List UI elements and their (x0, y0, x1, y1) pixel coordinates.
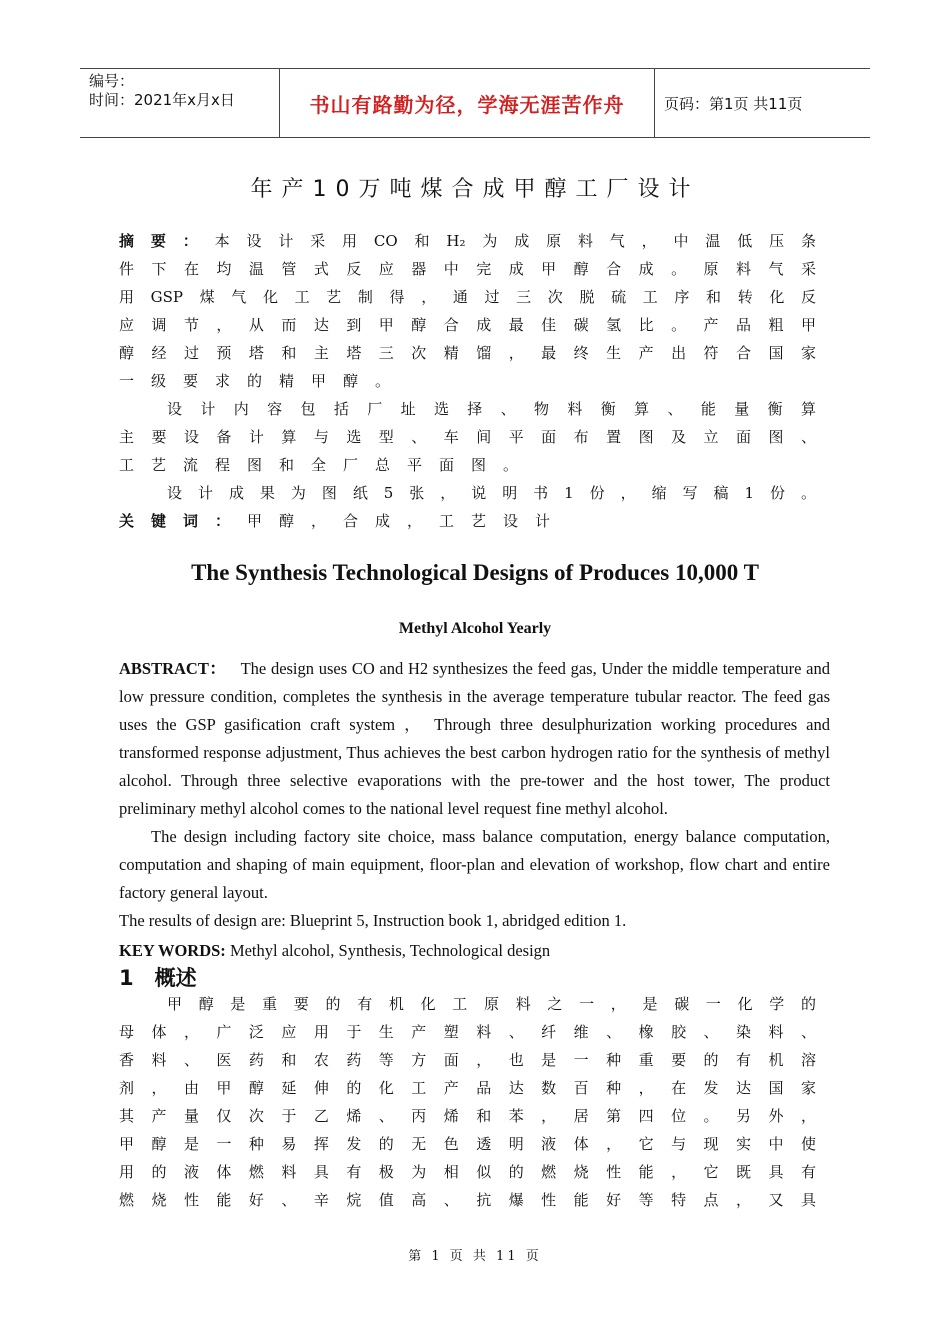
header-table (80, 68, 870, 138)
abstract-cn-line: 醇经过预塔和主塔三次精馏，最终生产出符合国家 (119, 344, 816, 362)
abstract-cn-label: 摘要： (119, 232, 215, 250)
section1-line: 其产量仅次于乙烯、丙烯和苯，居第四位。另外， (119, 1107, 816, 1125)
abstract-cn-content-line: 主要设备计算与选型、车间平面布置图及立面图、 (119, 428, 816, 446)
abstract-en-label: ABSTRACT： (119, 659, 227, 678)
number-label: 编号： (89, 72, 135, 90)
abstract-cn-line: 用GSP煤气化工艺制得，通过三次脱硫工序和转化反 (119, 288, 816, 306)
abstract-cn-line: 摘要：本设计采用CO和H₂为成原料气，中温低压条 (119, 232, 816, 250)
abstract-cn (119, 227, 816, 535)
section1-body (119, 990, 816, 1214)
keywords-cn-label: 关键词： (119, 512, 248, 530)
abstract-en-p2: The design including factory site choice, mass balance computation, energy balance computation, computation and shaping of main equipment, floor-plan and elevation of workshop, flow chart and entire factory general layout. (119, 827, 830, 902)
document-subtitle-en: Methyl Alcohol Yearly (398, 620, 552, 637)
abstract-cn-keywords (119, 507, 816, 535)
keywords-en-label: KEY WORDS: (119, 941, 226, 960)
section1-line: 甲醇是一种易挥发的无色透明液体，它与现实中使 (119, 1135, 816, 1153)
section1-line: 甲醇是重要的有机化工原料之一，是碳一化学的 (167, 995, 816, 1013)
section1-line: 香料、医药和农药等方面，也是一种重要的有机溶 (119, 1051, 816, 1069)
abstract-cn-content-line: 工艺流程图和全厂总平面图。 (119, 456, 536, 474)
abstract-en-p1-text: The design uses CO and H2 synthesizes the feed gas, Under the middle temperature and low pressure condition, completes the synthesis in the average temperature tubular reactor. The feed gas uses the GSP gasification craft system ， Through three desulphurization working procedures and transformed response adjustment, Thus achieves the best carbon hydrogen ratio for the synthesis of methyl alcohol. Through three selective evaporations with the pre-tower and the host tower, The product preliminary methyl alcohol comes to the national level request fine methyl alcohol. (119, 659, 831, 818)
abstract-en-keywords (119, 937, 830, 965)
section1-line: 剂，由甲醇延伸的化工产品达数百种，在发达国家 (119, 1079, 816, 1097)
abstract-cn-line: 一级要求的精甲醇。 (119, 372, 408, 390)
document-title-en: The Synthesis Technological Designs of Produces 10,000 T (191, 560, 759, 585)
abstract-en-p3: The results of design are: Blueprint 5, Instruction book 1, abridged edition 1. (119, 911, 627, 930)
section1-line: 用的液体燃料具有极为相似的燃烧性能，它既具有 (119, 1163, 816, 1181)
header-motto: 书山有路勤为径，学海无涯苦作舟 (280, 69, 655, 137)
keywords-en: Methyl alcohol, Synthesis, Technological design (229, 941, 551, 960)
page-footer: 第 1 页 共 11 页 (408, 1249, 542, 1264)
document-title-cn: 年产10万吨煤合成甲醇工厂设计 (250, 177, 700, 202)
time-label: 时间：2021年x月x日 (89, 91, 235, 109)
section-heading: 1 概述 (119, 966, 197, 990)
section1-line: 母体，广泛应用于生产塑料、纤维、橡胶、染料、 (119, 1023, 816, 1041)
abstract-cn-results-line: 设计成果为图纸5张，说明书1份，缩写稿1份。 (167, 484, 816, 502)
abstract-cn-line: 件下在均温管式反应器中完成甲醇合成。原料气采 (119, 260, 816, 278)
abstract-en (119, 655, 830, 965)
abstract-cn-line: 应调节，从而达到甲醇合成最佳碳氢比。产品粗甲 (119, 316, 816, 334)
keywords-cn: 甲醇，合成，工艺设计 (247, 512, 568, 530)
header-page-info: 页码：第1页 共11页 (664, 94, 803, 113)
header-meta (80, 69, 280, 137)
section1-line: 燃烧性能好、辛烷值高、抗爆性能好等特点，又具 (119, 1191, 816, 1209)
abstract-en-p1 (119, 655, 830, 823)
abstract-cn-content-line: 设计内容包括厂址选择、物料衡算、能量衡算 (167, 400, 816, 418)
